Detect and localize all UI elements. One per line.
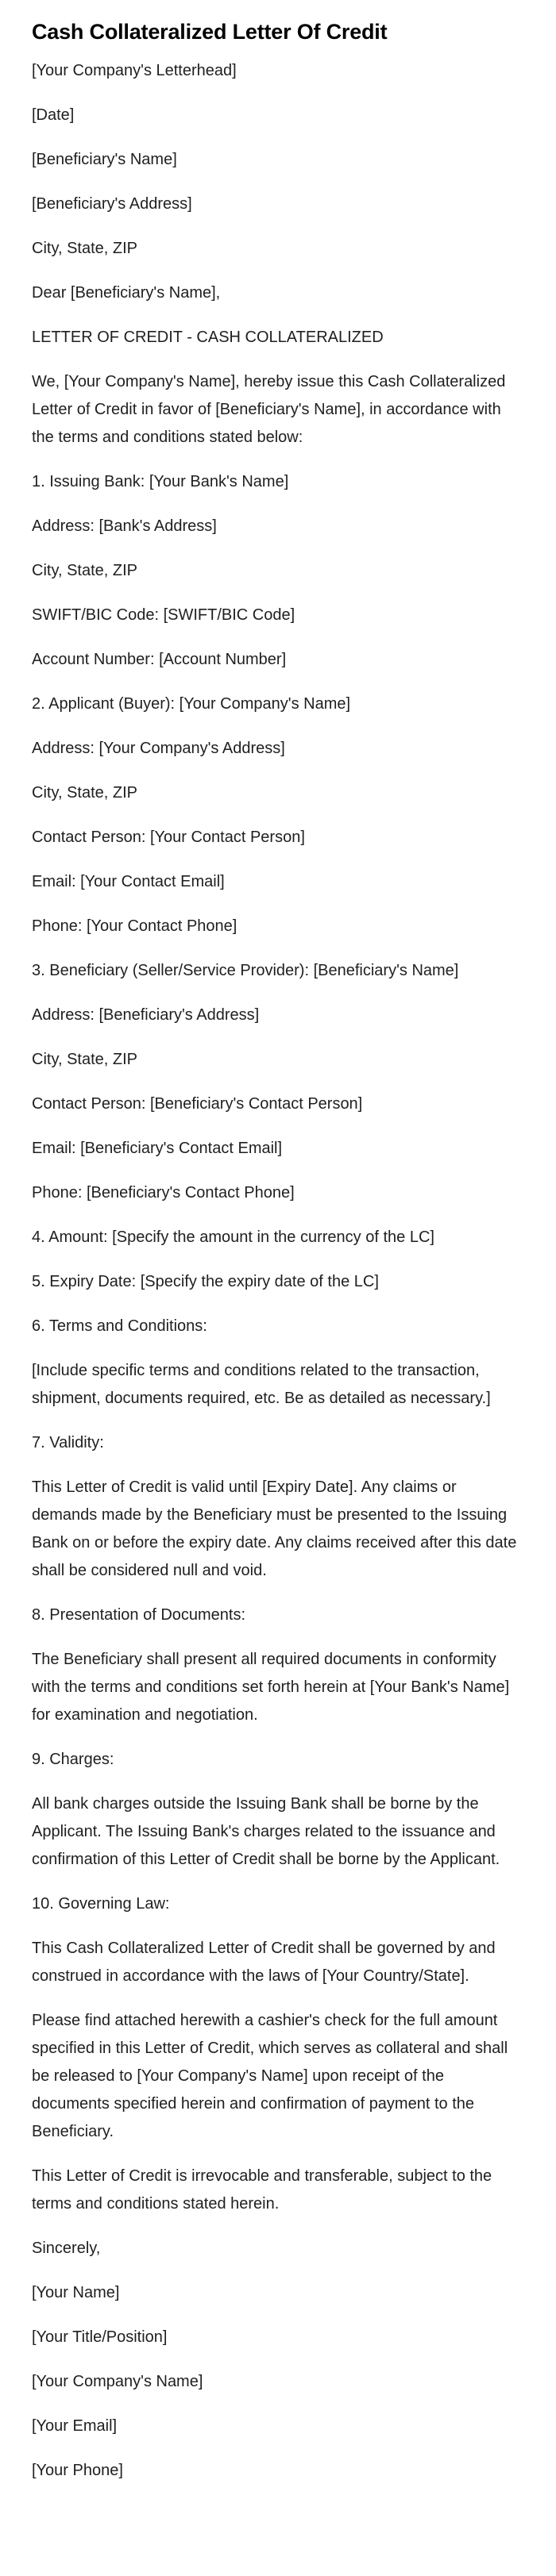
presentation-paragraph: The Beneficiary shall present all required documents in conformity with the terms and conditions set forth herein at [Your Bank's Name] for examination and negotiation. bbox=[32, 1651, 510, 1724]
closing: Sincerely, bbox=[32, 2240, 101, 2257]
presentation-heading: 8. Presentation of Documents: bbox=[32, 1606, 246, 1624]
irrevocable-paragraph: This Letter of Credit is irrevocable and transferable, subject to the terms and conditions stated herein. bbox=[32, 2167, 492, 2213]
signer-phone: [Your Phone] bbox=[32, 2462, 123, 2479]
signer-name: [Your Name] bbox=[32, 2284, 120, 2301]
charges-heading: 9. Charges: bbox=[32, 1751, 114, 1768]
terms-paragraph: [Include specific terms and conditions related to the transaction, shipment, documents required, etc. Be as detailed as necessary.] bbox=[32, 1362, 491, 1407]
bank-city-line: City, State, ZIP bbox=[32, 562, 137, 579]
letter-subject: LETTER OF CREDIT - CASH COLLATERALIZED bbox=[32, 329, 384, 346]
issuing-bank-heading: 1. Issuing Bank: [Your Bank's Name] bbox=[32, 473, 289, 490]
amount-line: 4. Amount: [Specify the amount in the currency of the LC] bbox=[32, 1228, 434, 1246]
beneficiary-contact-line: Contact Person: [Beneficiary's Contact Person] bbox=[32, 1095, 363, 1113]
letterhead-placeholder: [Your Company's Letterhead] bbox=[32, 62, 237, 79]
validity-heading: 7. Validity: bbox=[32, 1434, 104, 1451]
beneficiary-section-address-line: Address: [Beneficiary's Address] bbox=[32, 1006, 260, 1024]
document-title: Cash Collateralized Letter Of Credit bbox=[32, 20, 388, 44]
governing-law-heading: 10. Governing Law: bbox=[32, 1895, 170, 1913]
beneficiary-address-line: [Beneficiary's Address] bbox=[32, 195, 192, 213]
terms-heading: 6. Terms and Conditions: bbox=[32, 1317, 207, 1335]
applicant-phone-line: Phone: [Your Contact Phone] bbox=[32, 917, 237, 935]
signer-title: [Your Title/Position] bbox=[32, 2328, 168, 2346]
beneficiary-phone-line: Phone: [Beneficiary's Contact Phone] bbox=[32, 1184, 295, 1201]
applicant-heading: 2. Applicant (Buyer): [Your Company's Name] bbox=[32, 695, 351, 713]
applicant-address-line: Address: [Your Company's Address] bbox=[32, 740, 285, 757]
beneficiary-city-line: City, State, ZIP bbox=[32, 240, 137, 257]
collateral-paragraph: Please find attached herewith a cashier's check for the full amount specified in this Letter of Credit, which serves as collateral and shall be released to [Your Company's Name] upon receipt of the documents specified herein and confirmation of payment to the Beneficiary. bbox=[32, 2012, 508, 2140]
expiry-date-line: 5. Expiry Date: [Specify the expiry date of the LC] bbox=[32, 1273, 379, 1290]
swift-code-line: SWIFT/BIC Code: [SWIFT/BIC Code] bbox=[32, 606, 295, 624]
signer-company: [Your Company's Name] bbox=[32, 2373, 203, 2390]
beneficiary-name-line: [Beneficiary's Name] bbox=[32, 151, 177, 168]
beneficiary-email-line: Email: [Beneficiary's Contact Email] bbox=[32, 1140, 283, 1157]
governing-law-paragraph: This Cash Collateralized Letter of Credit shall be governed by and construed in accordance with the laws of [Your Country/State]. bbox=[32, 1940, 496, 1985]
beneficiary-section-city-line: City, State, ZIP bbox=[32, 1051, 137, 1068]
account-number-line: Account Number: [Account Number] bbox=[32, 651, 287, 668]
intro-paragraph: We, [Your Company's Name], hereby issue this Cash Collateralized Letter of Credit in favor of [Beneficiary's Name], in accordance with the terms and conditions stated below: bbox=[32, 373, 506, 446]
bank-address-line: Address: [Bank's Address] bbox=[32, 517, 217, 535]
applicant-city-line: City, State, ZIP bbox=[32, 784, 137, 802]
applicant-email-line: Email: [Your Contact Email] bbox=[32, 873, 225, 890]
applicant-contact-line: Contact Person: [Your Contact Person] bbox=[32, 829, 305, 846]
salutation: Dear [Beneficiary's Name], bbox=[32, 284, 221, 302]
signer-email: [Your Email] bbox=[32, 2417, 118, 2435]
validity-paragraph: This Letter of Credit is valid until [Expiry Date]. Any claims or demands made by the Beneficiary must be presented to the Issuing Bank on or before the expiry date. Any claims received after this date shall be considered null and void. bbox=[32, 1478, 517, 1579]
date-placeholder: [Date] bbox=[32, 106, 75, 124]
charges-paragraph: All bank charges outside the Issuing Bank shall be borne by the Applicant. The Issuing Bank's charges related to the issuance and confirmation of this Letter of Credit shall be borne by the Applicant. bbox=[32, 1795, 500, 1868]
beneficiary-heading: 3. Beneficiary (Seller/Service Provider): [Beneficiary's Name] bbox=[32, 962, 459, 979]
